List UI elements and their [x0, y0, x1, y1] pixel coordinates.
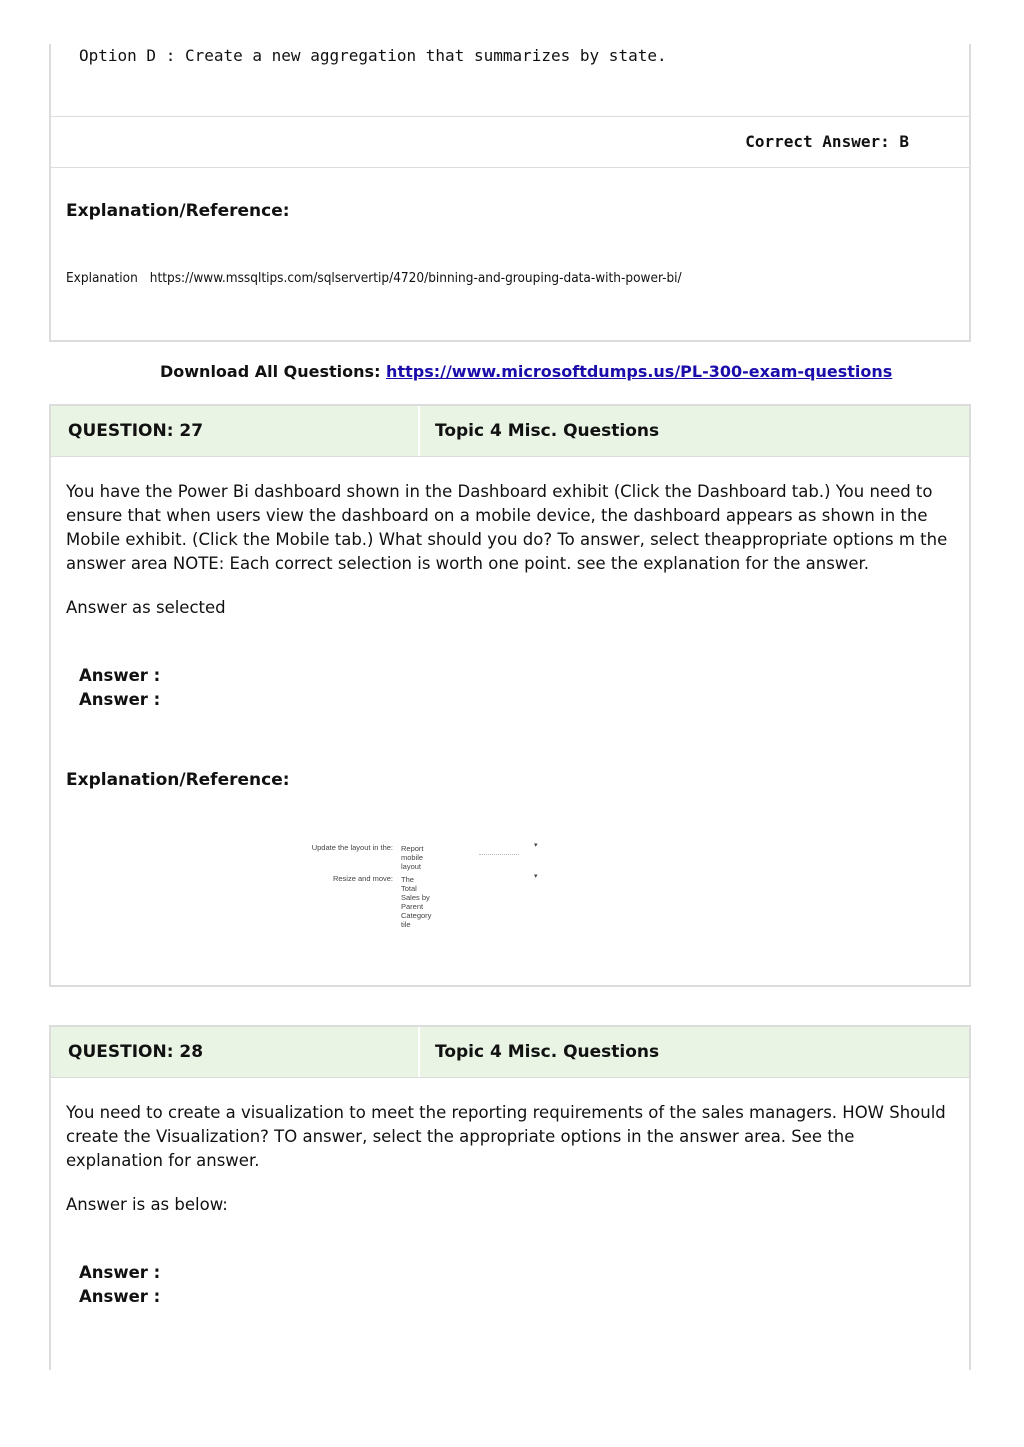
answer-note: Answer as selected	[66, 598, 226, 617]
header-separator	[418, 1027, 420, 1077]
question-text: You need to create a visualization to meet the reporting requirements of the sales managers. HOW Should create the Visualization? TO answer, select the appropriate options in the answer area. See the explanation for answer.	[66, 1103, 946, 1170]
exhibit-row1-value: Report mobile layout	[401, 844, 424, 871]
question-topic: Topic 4 Misc. Questions	[435, 1042, 660, 1062]
answer-label: Answer :	[79, 1287, 161, 1306]
explanation-url: https://www.mssqltips.com/sqlservertip/4720/binning-and-grouping-data-with-power-bi/	[149, 270, 682, 286]
explanation-heading: Explanation/Reference:	[66, 201, 290, 221]
dropdown-arrow-icon: ▾	[534, 842, 538, 849]
exhibit-row1-label: Update the layout in the:	[311, 843, 393, 852]
download-label: Download All Questions:	[160, 362, 381, 381]
explanation-heading: Explanation/Reference:	[66, 770, 290, 790]
header-separator	[418, 406, 420, 456]
divider	[51, 167, 969, 168]
explanation-label: Explanation	[66, 270, 138, 286]
explanation-line	[66, 270, 682, 286]
exhibit-row2-value: The Total Sales by Parent Category tile	[401, 875, 432, 929]
question-28-box	[49, 1025, 971, 1370]
exhibit-dots	[479, 854, 519, 855]
download-line	[160, 362, 892, 381]
answer-label: Answer :	[79, 666, 161, 685]
answer-label: Answer :	[79, 690, 161, 709]
question-number: QUESTION: 27	[68, 421, 204, 441]
download-link[interactable]: https://www.microsoftdumps.us/PL-300-exam-questions	[386, 362, 893, 381]
correct-answer: Correct Answer: B	[745, 132, 909, 151]
divider	[51, 116, 969, 117]
answer-note: Answer is as below:	[66, 1195, 228, 1214]
previous-question-box	[49, 44, 971, 342]
question-number: QUESTION: 28	[68, 1042, 204, 1062]
question-27-box	[49, 404, 971, 987]
question-text: You have the Power Bi dashboard shown in the Dashboard exhibit (Click the Dashboard tab.) You need to ensure that when users view the dashboard on a mobile device, the dashboard appears as shown in the Mobile exhibit. (Click the Mobile tab.) What should you do? To answer, select theappropriate options m the answer area NOTE: Each correct selection is worth one point. see the explanation for the answer.	[66, 482, 948, 573]
question-header	[51, 406, 969, 457]
option-d-text: Option D : Create a new aggregation that summarizes by state.	[79, 46, 667, 65]
exhibit-row2-label: Resize and move:	[332, 874, 393, 883]
question-topic: Topic 4 Misc. Questions	[435, 421, 660, 441]
question-header	[51, 1027, 969, 1078]
answer-label: Answer :	[79, 1263, 161, 1282]
dropdown-arrow-icon: ▾	[534, 873, 538, 880]
